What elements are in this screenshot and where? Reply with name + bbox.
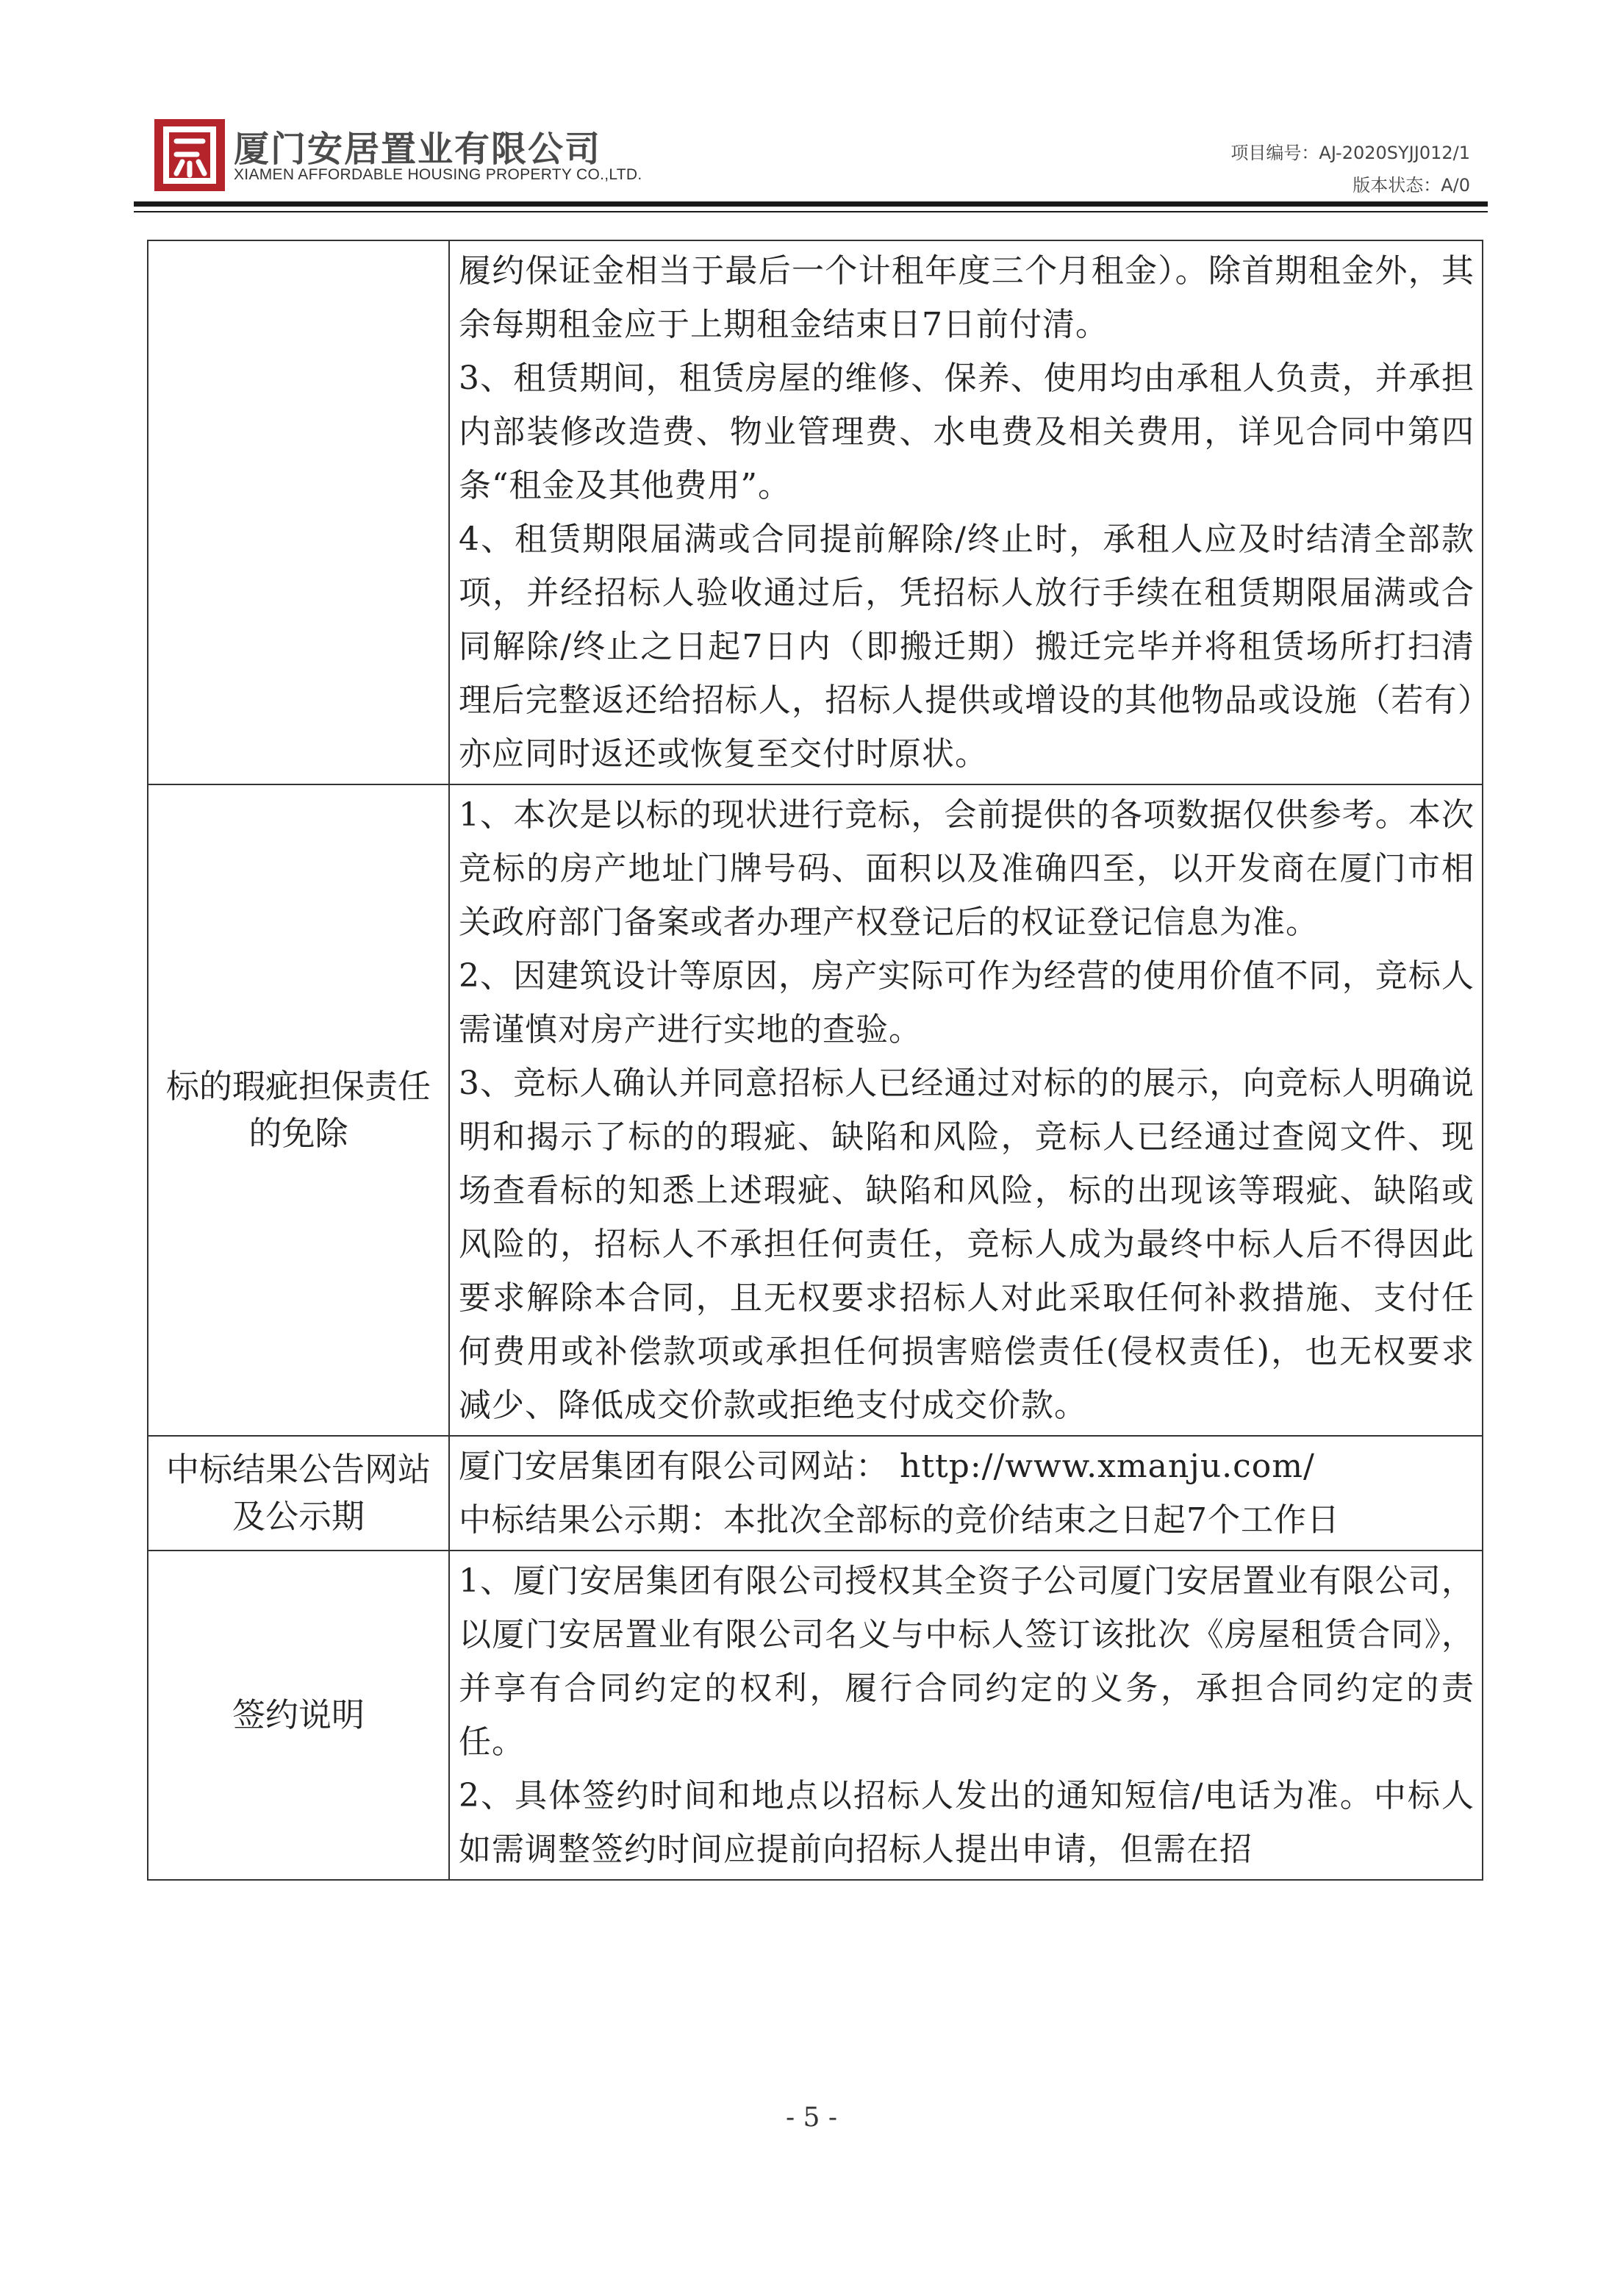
header-rule-thin: [134, 211, 1488, 212]
row-label: 签约说明: [148, 1551, 449, 1880]
paragraph: 1、厦门安居集团有限公司授权其全资子公司厦门安居置业有限公司，以厦门安居置业有限公司名义与中标人签订该批次《房屋租赁合同》，并享有合同约定的权利，履行合同约定的义务，承担合同约定的责任。: [459, 1562, 1475, 1761]
document-meta: [1230, 137, 1470, 201]
row-label: 标的瑕疵担保责任的免除: [148, 784, 449, 1436]
version-status: 版本状态：A/0: [1352, 175, 1470, 196]
row-content: [449, 240, 1483, 784]
row-label: 中标结果公告网站及公示期: [148, 1436, 449, 1551]
paragraph: 2、具体签约时间和地点以招标人发出的通知短信/电话为准。中标人如需调整签约时间应提前向招标人提出申请，但需在招: [459, 1777, 1475, 1868]
row-content: [449, 1551, 1483, 1880]
row-content: [449, 1436, 1483, 1551]
paragraph: 2、因建筑设计等原因，房产实际可作为经营的使用价值不同，竞标人需谨慎对房产进行实地的查验。: [459, 957, 1475, 1048]
page-header: [0, 0, 1623, 221]
table-row: [148, 240, 1483, 784]
publicity-period-line: 中标结果公示期：本批次全部标的竞价结束之日起7个工作日: [459, 1501, 1340, 1539]
company-name-en: XIAMEN AFFORDABLE HOUSING PROPERTY CO.,LTD.: [234, 166, 642, 183]
paragraph: 3、竞标人确认并同意招标人已经通过对标的的展示，向竞标人明确说明和揭示了标的的瑕疵、缺陷和风险，竞标人已经通过查阅文件、现场查看标的知悉上述瑕疵、缺陷和风险，标的出现该等瑕疵、缺陷或风险的，招标人不承担任何责任，竞标人成为最终中标人后不得因此要求解除本合同，且无权要求招标人对此采取任何补救措施、支付任何费用或补偿款项或承担任何损害赔偿责任(侵权责任)，也无权要求减少、降低成交价款或拒绝支付成交价款。: [459, 1065, 1475, 1424]
table-row: [148, 784, 1483, 1436]
paragraph: 履约保证金相当于最后一个计租年度三个月租金）。除首期租金外，其余每期租金应于上期租金结束日7日前付清。: [459, 252, 1475, 343]
paragraph: 1、本次是以标的现状进行竞标，会前提供的各项数据仅供参考。本次竞标的房产地址门牌号码、面积以及准确四至，以开发商在厦门市相关政府部门备案或者办理产权登记后的权证登记信息为准。: [459, 796, 1475, 941]
row-label: [148, 240, 449, 784]
header-rule-thick: [134, 201, 1488, 207]
paragraph: 4、租赁期限届满或合同提前解除/终止时，承租人应及时结清全部款项，并经招标人验收通过后，凭招标人放行手续在租赁期限届满或合同解除/终止之日起7日内（即搬迁期）搬迁完毕并将租赁场所打扫清理后完整返还给招标人，招标人提供或增设的其他物品或设施（若有）亦应同时返还或恢复至交付时原状。: [459, 521, 1475, 773]
paragraph: 3、租赁期间，租赁房屋的维修、保养、使用均由承租人负责，并承担内部装修改造费、物业管理费、水电费及相关费用，详见合同中第四条“租金及其他费用”。: [459, 360, 1475, 504]
table-row: [148, 1551, 1483, 1880]
website-line: 厦门安居集团有限公司网站： http://www.xmanju.com/: [459, 1448, 1315, 1485]
terms-table: [147, 240, 1483, 1881]
project-number: 项目编号：AJ-2020SYJJ012/1: [1230, 143, 1470, 163]
page-number: - 5 -: [785, 2103, 838, 2133]
company-name-cn: 厦门安居置业有限公司: [234, 129, 602, 170]
table-row: [148, 1436, 1483, 1551]
row-content: [449, 784, 1483, 1436]
company-logo-icon: [154, 119, 225, 191]
